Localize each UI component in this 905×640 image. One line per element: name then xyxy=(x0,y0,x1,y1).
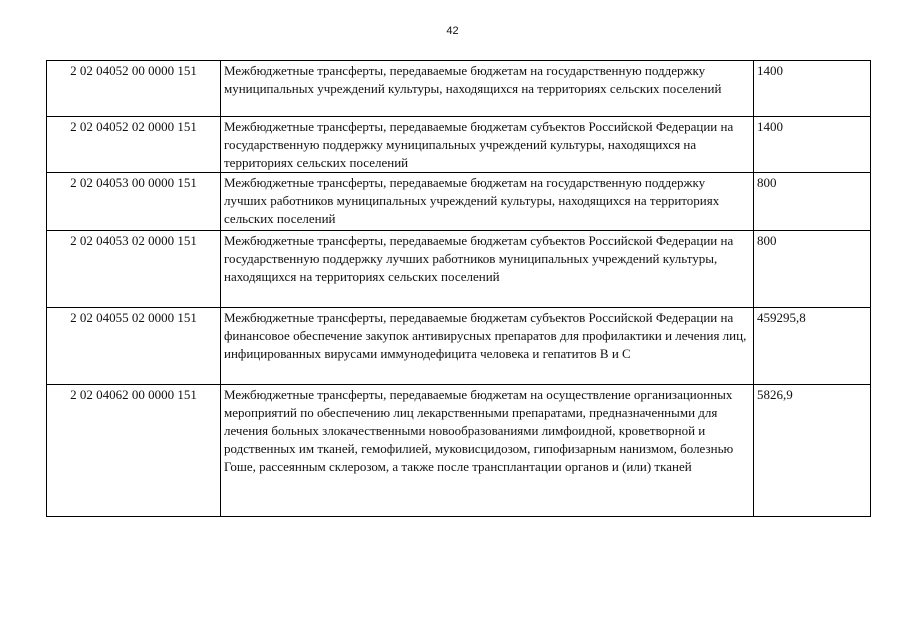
transfer-description: Межбюджетные трансферты, передаваемые бюджетам субъектов Российской Федерации на государственную поддержку лучших работников муниципальных учреждений культуры, находящихся на территориях сельских поселений xyxy=(221,231,754,308)
table-row xyxy=(47,385,871,517)
table-row xyxy=(47,308,871,385)
transfer-description: Межбюджетные трансферты, передаваемые бюджетам субъектов Российской Федерации на финансовое обеспечение закупок антивирусных препаратов для профилактики и лечения лиц, инфицированных вирусами иммунодефицита человека и гепатитов B и C xyxy=(221,308,754,385)
budget-code: 2 02 04052 02 0000 151 xyxy=(47,117,221,173)
budget-code: 2 02 04062 00 0000 151 xyxy=(47,385,221,517)
budget-code: 2 02 04053 02 0000 151 xyxy=(47,231,221,308)
budget-code: 2 02 04055 02 0000 151 xyxy=(47,308,221,385)
transfer-amount: 800 xyxy=(754,173,871,231)
transfer-description: Межбюджетные трансферты, передаваемые бюджетам субъектов Российской Федерации на государственную поддержку муниципальных учреждений культуры, находящихся на территориях сельских поселений xyxy=(221,117,754,173)
table-row xyxy=(47,173,871,231)
budget-code: 2 02 04052 00 0000 151 xyxy=(47,61,221,117)
transfer-amount: 1400 xyxy=(754,117,871,173)
transfer-amount: 1400 xyxy=(754,61,871,117)
page-number: 42 xyxy=(446,25,459,37)
transfer-description: Межбюджетные трансферты, передаваемые бюджетам на государственную поддержку муниципальных учреждений культуры, находящихся на территориях сельских поселений xyxy=(221,61,754,117)
transfer-description: Межбюджетные трансферты, передаваемые бюджетам на государственную поддержку лучших работников муниципальных учреждений культуры, находящихся на территориях сельских поселений xyxy=(221,173,754,231)
transfer-description: Межбюджетные трансферты, передаваемые бюджетам на осуществление организационных мероприятий по обеспечению лиц лекарственными препаратами, предназначенными для лечения больных злокачественными новообразованиями лимфоидной, кроветворной и родственных им тканей, гемофилией, муковисцидозом, гипофизарным нанизмом, болезнью Гоше, рассеянным склерозом, а также после трансплантации органов и (или) тканей xyxy=(221,385,754,517)
transfer-amount: 5826,9 xyxy=(754,385,871,517)
transfer-amount: 459295,8 xyxy=(754,308,871,385)
table-row xyxy=(47,117,871,173)
table-row xyxy=(47,61,871,117)
budget-code: 2 02 04053 00 0000 151 xyxy=(47,173,221,231)
table-row xyxy=(47,231,871,308)
budget-table xyxy=(46,60,871,517)
transfer-amount: 800 xyxy=(754,231,871,308)
